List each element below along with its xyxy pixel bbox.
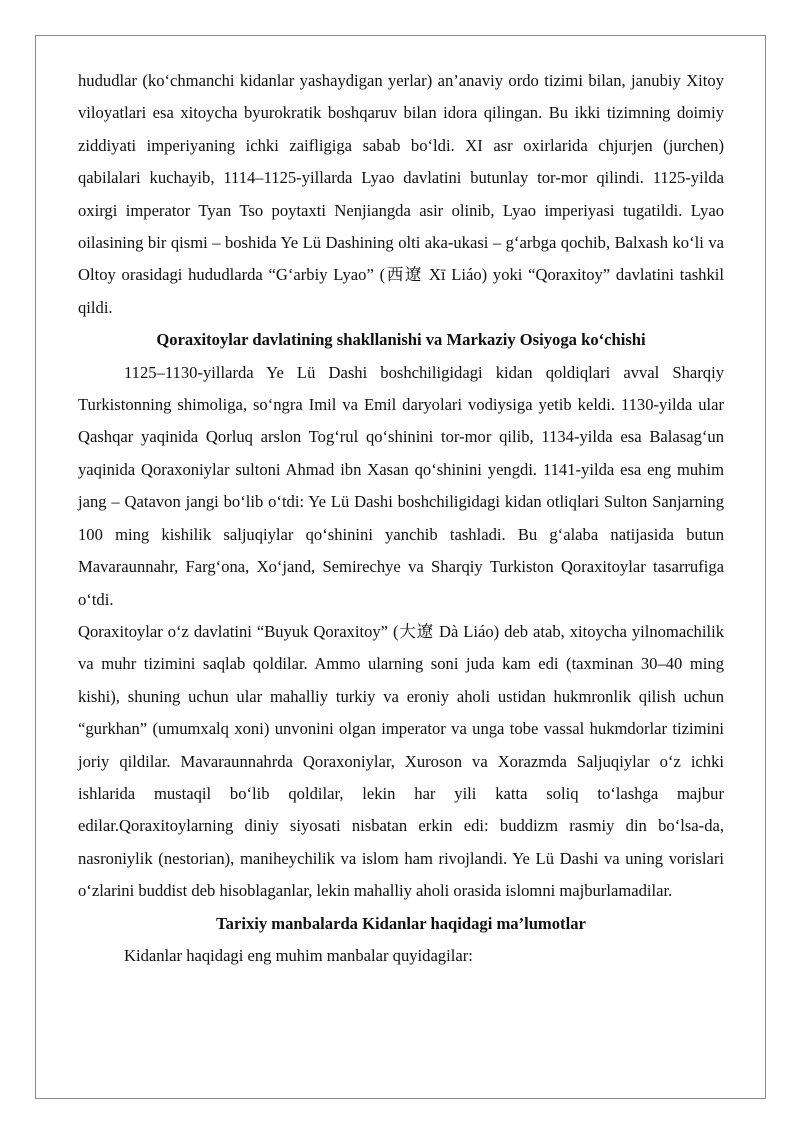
paragraph-lyao-fall: hududlar (ko‘chmanchi kidanlar yashaydigan yerlar) an’anaviy ordo tizimi bilan, janubiy Xitoy viloyatlari esa xitoycha byurokratik boshqaruv bilan idora qilingan. Bu ikki tizimning doimiy ziddiyati imperiyaning ichki zaifligiga sabab bo‘ldi. XI asr oxirlarida chjurjen (jurchen) qabilalari kuchayib, 1114–1125-yillarda Lyao davlatini butunlay tor-mor qilindi. 1125-yilda oxirgi imperator Tyan Tso poytaxti Nenjiangda asir olinib, Lyao imperiyasi tugatildi. Lyao oilasining bir qismi – boshida Ye Lü Dashining olti aka-ukasi – g‘arbga qochib, Balxash ko‘li va Oltoy orasidagi hududlarda “G‘arbiy Lyao” (西遼 Xī Liáo) yoki “Qoraxitoy” davlatini tashkil qildi. — [78, 71, 724, 317]
heading-historical-sources: Tarixiy manbalarda Kidanlar haqidagi ma’lumotlar — [216, 913, 586, 933]
paragraph-state-structure: Qoraxitoylar o‘z davlatini “Buyuk Qoraxitoy” (大遼 Dà Liáo) deb atab, xitoycha yilnomachilik va muhr tizimini saqlab qoldilar. Ammo ularning soni juda kam edi (taxminan 30–40 ming kishi), shuning uchun ular mahalliy turkiy va eroniy aholi ustidan hukmronlik qilish uchun “gurkhan” (umumxalq xoni) unvonini olgan imperator va unga tobe vassal hukmdorlar tizimini joriy qildilar. Mavaraunnahrda Qoraxoniylar, Xuroson va Xorazmda Saljuqiylar o‘z ichki ishlarida mustaqil bo‘lib qoldilar, lekin har yili katta soliq to‘lashga majbur edilar.Qoraxitoylarning diniy siyosati nisbatan erkin edi: buddizm rasmiy din bo‘lsa-da, nasroniylik (nestorian), maniheychilik va islom ham rivojlandi. Ye Lü Dashi va uning vorislari o‘zlarini buddist deb hisoblaganlar, lekin mahalliy aholi orasida islomni majburlamadilar. — [78, 621, 724, 901]
paragraph-sources-intro: Kidanlar haqidagi eng muhim manbalar quyidagilar: — [124, 945, 473, 965]
heading-qoraxitoy-formation: Qoraxitoylar davlatining shakllanishi va Markaziy Osiyoga ko‘chishi — [156, 330, 646, 350]
paragraph-migration: 1125–1130-yillarda Ye Lü Dashi boshchiligidagi kidan qoldiqlari avval Sharqiy Turkistonning shimoliga, so‘ngra Imil va Emil daryolari vodiysiga yetib keldi. 1130-yilda ular Qashqar yaqinida Qorluq arslon Tog‘rul qo‘shinini tor-mor qilib, 1134-yilda esa Balasag‘un yaqinida Qoraxoniylar sultoni Ahmad ibn Xasan qo‘shinini yengdi. 1141-yilda esa eng muhim jang – Qatavon jangi bo‘lib o‘tdi: Ye Lü Dashi boshchiligidagi kidan otliqlari Sulton Sanjarning 100 ming kishilik saljuqiylar qo‘shinini yanchib tashladi. Bu g‘alaba natijasida butun Mavaraunnahr, Farg‘ona, Xo‘jand, Semirechye va Sharqiy Turkiston Qoraxitoylar tasarrufiga o‘tdi. — [78, 362, 724, 609]
document-body — [78, 65, 724, 972]
